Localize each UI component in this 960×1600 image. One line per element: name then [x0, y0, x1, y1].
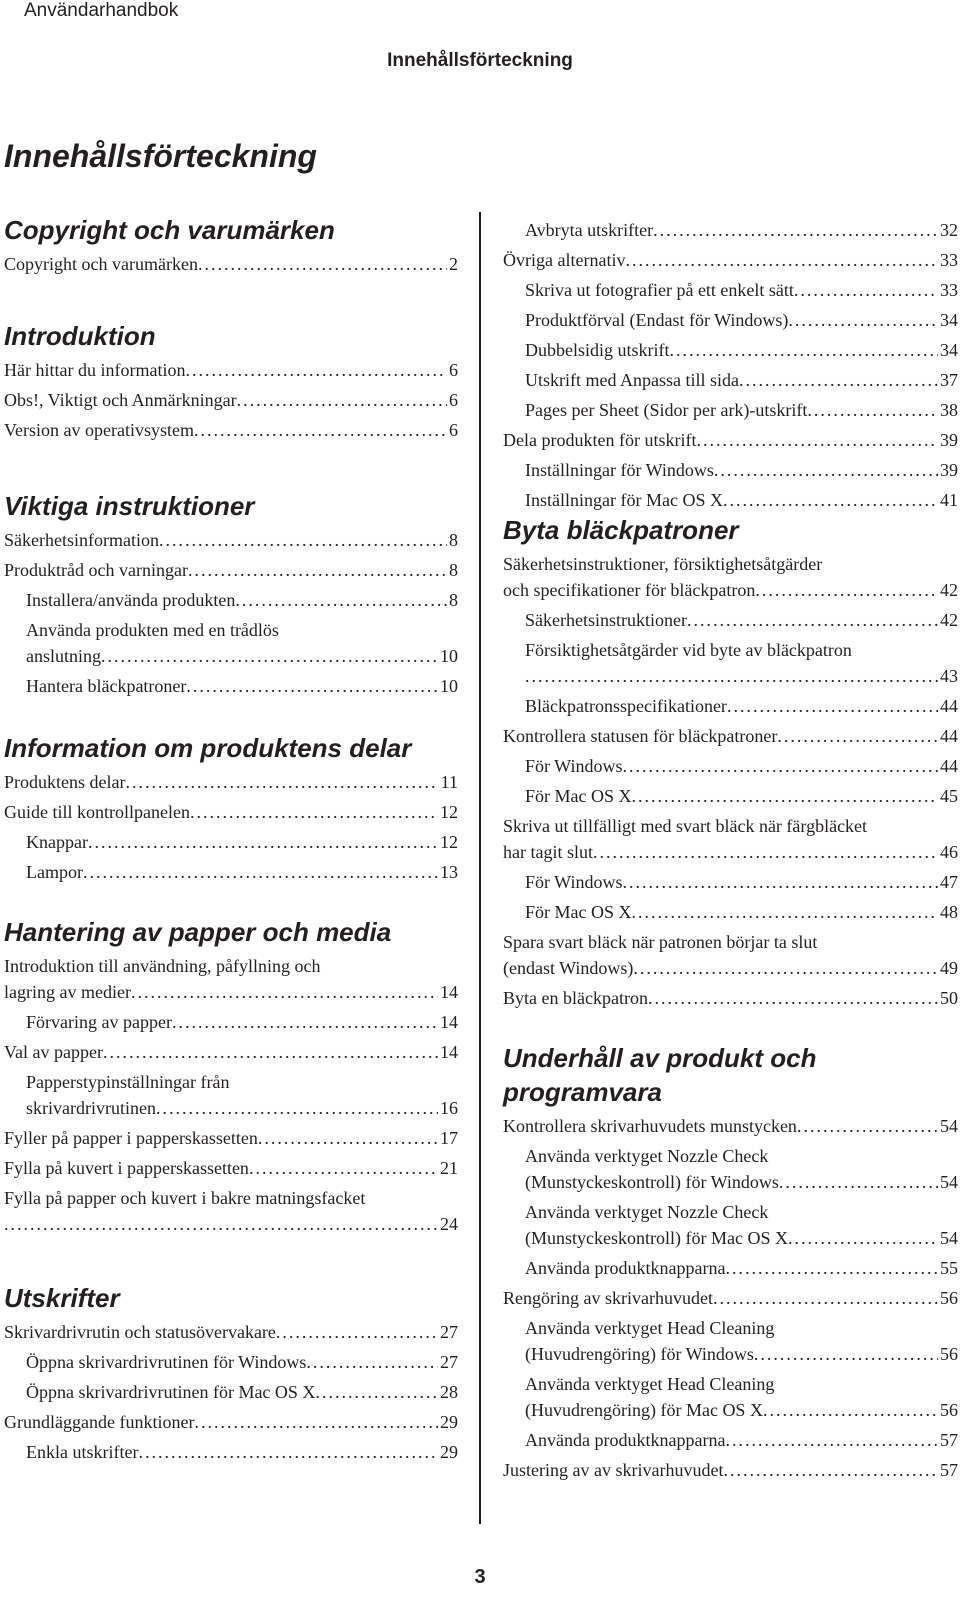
leader-dots: [186, 673, 438, 699]
leader-dots: [727, 693, 938, 719]
toc-entry-title: Pages per Sheet (Sidor per ark)-utskrift: [525, 400, 808, 420]
toc-page-number: 54: [940, 1116, 958, 1136]
toc-entry-title: Rengöring av skrivarhuvudet: [503, 1288, 713, 1308]
leader-dots: [777, 723, 938, 749]
toc-page-number: 33: [940, 280, 958, 300]
toc-entry-title: (Huvudrengöring) för Mac OS X: [525, 1400, 763, 1420]
toc-entry[interactable]: [4, 251, 458, 277]
toc-subentry[interactable]: [4, 859, 458, 885]
toc-entry-title: Copyright och varumärken: [4, 254, 198, 274]
leader-dots: [653, 217, 938, 243]
toc-entry-title: anslutning: [26, 646, 101, 666]
toc-entry[interactable]: [503, 723, 958, 749]
toc-entry[interactable]: [503, 427, 958, 453]
toc-page-number: 2: [449, 254, 458, 274]
leader-dots: [725, 1427, 938, 1453]
toc-entry-title-line: Säkerhetsinstruktioner, försiktighetsåtgärder: [503, 554, 823, 574]
leader-dots: [754, 1341, 938, 1367]
toc-entry-title: Val av papper: [4, 1042, 103, 1062]
toc-page-number: 45: [940, 786, 958, 806]
toc-entry-title-line: Använda verktyget Head Cleaning: [525, 1374, 775, 1394]
toc-page-number: 54: [940, 1228, 958, 1248]
toc-page-number: 57: [940, 1460, 958, 1480]
leader-dots: [632, 783, 939, 809]
leader-dots: [172, 1009, 438, 1035]
toc-entry-title: skrivardrivrutinen: [26, 1098, 156, 1118]
toc-page-number: 54: [940, 1172, 958, 1192]
toc-entry-title-line: Fylla på papper och kuvert i bakre matningsfacket: [4, 1188, 366, 1208]
leader-dots: [794, 277, 938, 303]
leader-dots: [258, 1125, 438, 1151]
section-heading: Byta bläckpatroner: [503, 515, 739, 545]
toc-subentry[interactable]: [503, 1143, 958, 1195]
leader-dots: [755, 577, 938, 603]
toc-page-number: 44: [940, 696, 958, 716]
toc-subentry[interactable]: [503, 487, 958, 513]
leader-dots: [235, 587, 447, 613]
toc-page-number: 47: [940, 872, 958, 892]
toc-entry[interactable]: [4, 557, 458, 583]
toc-entry-title-line: Spara svart bläck när patronen börjar ta slut: [503, 932, 818, 952]
toc-page-number: 34: [940, 310, 958, 330]
toc-subentry[interactable]: [503, 277, 958, 303]
toc-left-column: [4, 213, 458, 1465]
toc-entry-title: För Mac OS X: [525, 902, 632, 922]
toc-entry-title: Grundläggande funktioner: [4, 1412, 195, 1432]
toc-entry-title: lagring av medier: [4, 982, 131, 1002]
toc-entry-title: Version av operativsystem: [4, 420, 194, 440]
toc-entry-title: och specifikationer för bläckpatron: [503, 580, 756, 600]
toc-entry-title: Obs!, Viktigt och Anmärkningar: [4, 390, 237, 410]
leader-dots: [696, 427, 938, 453]
toc-entry-title: Justering av av skrivarhuvudet: [503, 1460, 724, 1480]
toc-page-number: 42: [940, 580, 958, 600]
section-heading: Utskrifter: [4, 1283, 120, 1313]
toc-entry-title: Använda produktknapparna: [525, 1258, 726, 1278]
toc-page-number: 43: [940, 666, 958, 686]
toc-entry-title: Säkerhetsinstruktioner: [525, 610, 687, 630]
toc-page-number: 8: [449, 590, 458, 610]
leader-dots: [725, 1255, 938, 1281]
toc-entry-title: Fylla på kuvert i papperskassetten: [4, 1158, 249, 1178]
leader-dots: [138, 1439, 438, 1465]
toc-page-number: 49: [940, 958, 958, 978]
toc-subentry[interactable]: [503, 1255, 958, 1281]
leader-dots: [739, 367, 938, 393]
toc-entry[interactable]: [4, 953, 458, 1005]
toc-entry-title: (Huvudrengöring) för Windows: [525, 1344, 754, 1364]
toc-page-number: 39: [940, 460, 958, 480]
toc-entry-title: Kontrollera skrivarhuvudets munstycken: [503, 1116, 797, 1136]
toc-entry[interactable]: [4, 1409, 458, 1435]
toc-subentry[interactable]: [4, 1379, 458, 1405]
toc-subentry[interactable]: [503, 637, 958, 689]
toc-page-number: 14: [440, 1042, 458, 1062]
toc-page-number: 50: [940, 988, 958, 1008]
leader-dots: [723, 487, 938, 513]
toc-entry-title: Bläckpatronsspecifikationer: [525, 696, 727, 716]
toc-subentry[interactable]: [503, 1371, 958, 1423]
toc-page-number: 28: [440, 1382, 458, 1402]
toc-entry[interactable]: [503, 247, 958, 273]
section-heading: Introduktion: [4, 321, 156, 351]
leader-dots: [249, 1155, 438, 1181]
toc-subentry[interactable]: [4, 1439, 458, 1465]
toc-page-number: 17: [440, 1128, 458, 1148]
leader-dots: [622, 753, 938, 779]
leader-dots: [714, 457, 938, 483]
toc-subentry[interactable]: [503, 217, 958, 243]
toc-entry[interactable]: [4, 1125, 458, 1151]
toc-subentry[interactable]: [503, 337, 958, 363]
toc-entry-title-line: Använda produkten med en trådlös: [26, 620, 279, 640]
toc-entry[interactable]: [503, 929, 958, 981]
toc-subentry[interactable]: [4, 617, 458, 669]
section-heading: Information om produktens delar: [4, 733, 412, 763]
toc-entry[interactable]: [4, 387, 458, 413]
toc-subentry[interactable]: [503, 307, 958, 333]
toc-page-number: 37: [940, 370, 958, 390]
toc-page-number: 14: [440, 982, 458, 1002]
toc-entry[interactable]: [503, 1285, 958, 1311]
toc-entry[interactable]: [4, 1185, 458, 1237]
page-number: 3: [474, 1566, 486, 1588]
toc-entry-title: Enkla utskrifter: [26, 1442, 139, 1462]
toc-entry-title-line: Skriva ut tillfälligt med svart bläck när färgbläcket: [503, 816, 868, 836]
toc-entry[interactable]: [503, 813, 958, 865]
toc-entry[interactable]: [503, 551, 958, 603]
leader-dots: [306, 1349, 438, 1375]
toc-subentry[interactable]: [4, 1069, 458, 1121]
toc-subentry[interactable]: [503, 1315, 958, 1367]
toc-entry[interactable]: [4, 527, 458, 553]
leader-dots: [788, 1225, 938, 1251]
toc-subentry[interactable]: [503, 397, 958, 423]
leader-dots: [103, 1039, 438, 1065]
toc-entry-title: Lampor: [26, 862, 83, 882]
toc-page-number: 8: [449, 560, 458, 580]
toc-entry[interactable]: [4, 1319, 458, 1345]
toc-entry-title-line: Försiktighetsåtgärder vid byte av bläckpatron: [525, 640, 852, 660]
toc-subentry[interactable]: [4, 587, 458, 613]
toc-entry-title: Byta en bläckpatron: [503, 988, 648, 1008]
running-header: Innehållsförteckning: [387, 50, 573, 71]
toc-subentry[interactable]: [503, 899, 958, 925]
toc-page-number: 33: [940, 250, 958, 270]
toc-subentry[interactable]: [503, 783, 958, 809]
toc-page-number: 27: [440, 1322, 458, 1342]
page-title: Innehållsförteckning: [4, 138, 317, 174]
toc-entry[interactable]: [4, 1039, 458, 1065]
toc-page-number: 6: [449, 420, 458, 440]
leader-dots: [188, 557, 447, 583]
toc-entry-title: Produktförval (Endast för Windows): [525, 310, 789, 330]
toc-page-number: 56: [940, 1400, 958, 1420]
toc-entry[interactable]: [4, 769, 458, 795]
leader-dots: [797, 1113, 938, 1139]
leader-dots: [83, 859, 438, 885]
toc-entry-title: Öppna skrivardrivrutinen för Windows: [26, 1352, 307, 1372]
leader-dots: [131, 979, 438, 1005]
toc-subentry[interactable]: [503, 1199, 958, 1251]
toc-page-number: 44: [940, 726, 958, 746]
toc-page-number: 44: [940, 756, 958, 776]
toc-entry[interactable]: [4, 799, 458, 825]
leader-dots: [779, 1169, 938, 1195]
leader-dots: [101, 643, 438, 669]
toc-page-number: 38: [940, 400, 958, 420]
leader-dots: [807, 397, 938, 423]
toc-entry-title-line: Introduktion till användning, påfyllning och: [4, 956, 321, 976]
toc-subentry[interactable]: [503, 1427, 958, 1453]
toc-entry-title: (Munstyckeskontroll) för Mac OS X: [525, 1228, 788, 1248]
toc-entry-title: Produktens delar: [4, 772, 126, 792]
toc-page-number: 10: [440, 676, 458, 696]
toc-page-number: 14: [440, 1012, 458, 1032]
leader-dots: [194, 417, 447, 443]
toc-entry-title: Dubbelsidig utskrift: [525, 340, 670, 360]
toc-entry-title-line: Papperstypinställningar från: [26, 1072, 230, 1092]
leader-dots: [194, 1409, 438, 1435]
section-heading: Viktiga instruktioner: [4, 491, 255, 521]
leader-dots: [198, 251, 447, 277]
document-name: Användarhandbok: [24, 0, 179, 21]
toc-entry-title: Dela produkten för utskrift: [503, 430, 697, 450]
leader-dots: [723, 1457, 938, 1483]
leader-dots: [687, 607, 938, 633]
toc-page-number: 34: [940, 340, 958, 360]
leader-dots: [632, 899, 939, 925]
toc-entry-title: Här hittar du information: [4, 360, 186, 380]
toc-entry-title: Installera/använda produkten: [26, 590, 236, 610]
leader-dots: [159, 527, 447, 553]
leader-dots: [125, 769, 438, 795]
toc-page-number: 41: [940, 490, 958, 510]
toc-subentry[interactable]: [4, 1009, 458, 1035]
toc-entry-title: Inställningar för Windows: [525, 460, 714, 480]
toc-subentry[interactable]: [503, 367, 958, 393]
column-divider: [479, 212, 481, 1524]
section-heading: Copyright och varumärken: [4, 215, 335, 245]
toc-page-number: 24: [440, 1214, 458, 1234]
toc-subentry[interactable]: [4, 1349, 458, 1375]
toc-entry-title: Kontrollera statusen för bläckpatroner: [503, 726, 778, 746]
toc-entry-title: Säkerhetsinformation: [4, 530, 159, 550]
toc-entry-title: Övriga alternativ: [503, 250, 626, 270]
leader-dots: [788, 307, 938, 333]
toc-entry-title: Produktråd och varningar: [4, 560, 188, 580]
toc-entry-title: Skrivardrivrutin och statusövervakare: [4, 1322, 276, 1342]
toc-subentry[interactable]: [503, 753, 958, 779]
toc-entry-title: Avbryta utskrifter: [525, 220, 654, 240]
toc-entry-title: För Mac OS X: [525, 786, 632, 806]
toc-page-number: 55: [940, 1258, 958, 1278]
toc-entry-title: Förvaring av papper: [26, 1012, 172, 1032]
leader-dots: [670, 337, 939, 363]
leader-dots: [276, 1319, 438, 1345]
toc-page-number: 48: [940, 902, 958, 922]
toc-entry-title: har tagit slut: [503, 842, 593, 862]
toc-entry-title: (endast Windows): [503, 958, 634, 978]
toc-page-number: 8: [449, 530, 458, 550]
toc-right-column: [503, 213, 958, 1483]
toc-entry[interactable]: [4, 1155, 458, 1181]
leader-dots: [763, 1397, 938, 1423]
toc-entry[interactable]: [503, 985, 958, 1011]
toc-entry-title: Utskrift med Anpassa till sida: [525, 370, 739, 390]
section-heading: Underhåll av produkt och programvara: [503, 1043, 817, 1107]
toc-entry-title: Hantera bläckpatroner: [26, 676, 187, 696]
leader-dots: [625, 247, 938, 273]
toc-page-number: 56: [940, 1344, 958, 1364]
leader-dots: [156, 1095, 438, 1121]
toc-entry-title-line: Använda verktyget Head Cleaning: [525, 1318, 775, 1338]
toc-page-number: 46: [940, 842, 958, 862]
toc-page-number: 29: [440, 1442, 458, 1462]
section-heading: Hantering av papper och media: [4, 917, 392, 947]
toc-entry[interactable]: [503, 1113, 958, 1139]
toc-entry-title: (Munstyckeskontroll) för Windows: [525, 1172, 779, 1192]
toc-page-number: 21: [440, 1158, 458, 1178]
leader-dots: [525, 663, 938, 689]
leader-dots: [713, 1285, 938, 1311]
toc-page-number: 29: [440, 1412, 458, 1432]
toc-entry-title: Öppna skrivardrivrutinen för Mac OS X: [26, 1382, 316, 1402]
toc-entry[interactable]: [503, 1457, 958, 1483]
toc-subentry[interactable]: [503, 869, 958, 895]
toc-subentry[interactable]: [503, 607, 958, 633]
toc-page-number: 57: [940, 1430, 958, 1450]
toc-page-number: 12: [440, 832, 458, 852]
leader-dots: [633, 955, 938, 981]
toc-entry[interactable]: [4, 357, 458, 383]
toc-subentry[interactable]: [503, 457, 958, 483]
toc-page-number: 12: [440, 802, 458, 822]
toc-page-number: 27: [440, 1352, 458, 1372]
toc-page-number: 6: [449, 390, 458, 410]
leader-dots: [88, 829, 438, 855]
toc-subentry[interactable]: [4, 829, 458, 855]
toc-page-number: 11: [440, 772, 458, 792]
toc-page-number: 16: [440, 1098, 458, 1118]
toc-entry-title: Fyller på papper i papperskassetten: [4, 1128, 258, 1148]
toc-subentry[interactable]: [4, 673, 458, 699]
leader-dots: [185, 357, 447, 383]
leader-dots: [593, 839, 938, 865]
leader-dots: [648, 985, 938, 1011]
leader-dots: [4, 1211, 438, 1237]
toc-entry[interactable]: [4, 417, 458, 443]
toc-entry-title: Knappar: [26, 832, 88, 852]
toc-entry-title: Guide till kontrollpanelen: [4, 802, 190, 822]
toc-subentry[interactable]: [503, 693, 958, 719]
leader-dots: [622, 869, 938, 895]
leader-dots: [190, 799, 438, 825]
toc-page-number: 56: [940, 1288, 958, 1308]
toc-page-number: 13: [440, 862, 458, 882]
leader-dots: [315, 1379, 438, 1405]
toc-entry-title-line: Använda verktyget Nozzle Check: [525, 1146, 769, 1166]
toc-page-number: 39: [940, 430, 958, 450]
toc-entry-title: För Windows: [525, 872, 623, 892]
toc-entry-title-line: Använda verktyget Nozzle Check: [525, 1202, 769, 1222]
toc-page-number: 6: [449, 360, 458, 380]
toc-entry-title: Använda produktknapparna: [525, 1430, 726, 1450]
toc-page-number: 32: [940, 220, 958, 240]
toc-page-number: 10: [440, 646, 458, 666]
toc-page-number: 42: [940, 610, 958, 630]
toc-entry-title: Skriva ut fotografier på ett enkelt sätt: [525, 280, 794, 300]
toc-entry-title: Inställningar för Mac OS X: [525, 490, 723, 510]
toc-entry-title: För Windows: [525, 756, 623, 776]
leader-dots: [237, 387, 447, 413]
